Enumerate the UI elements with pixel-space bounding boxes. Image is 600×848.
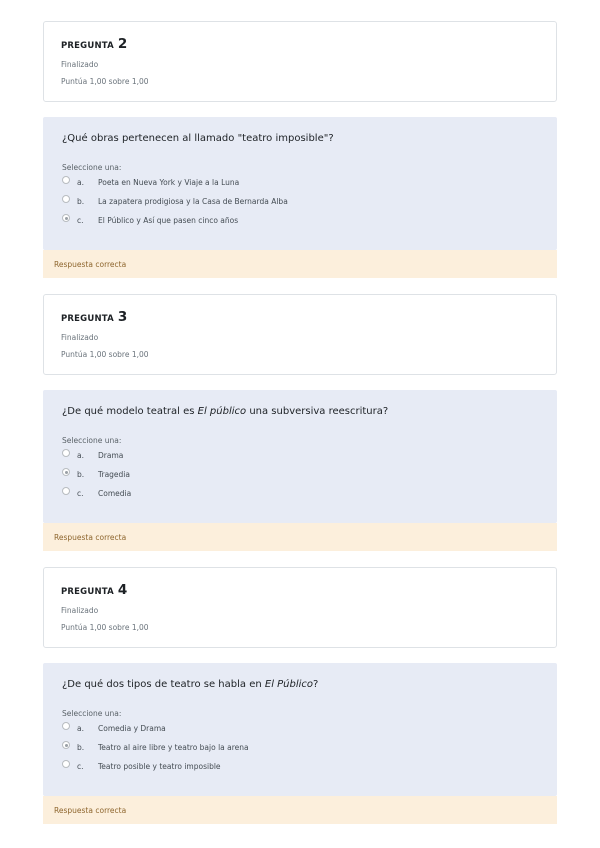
question-info-4 — [43, 567, 557, 648]
answer-letter: b. — [77, 196, 85, 206]
answer-text: Comedia — [98, 488, 132, 498]
radio-button-selected[interactable] — [62, 214, 70, 222]
question-heading — [61, 36, 539, 56]
question-info-2 — [43, 21, 557, 102]
question-heading — [61, 309, 539, 329]
question-number: 4 — [117, 582, 128, 598]
radio-button[interactable] — [62, 449, 70, 457]
question-state: Finalizado — [61, 606, 99, 615]
answer-letter: a. — [77, 450, 84, 460]
radio-button[interactable] — [62, 760, 70, 768]
answer-option[interactable] — [62, 213, 542, 227]
radio-button[interactable] — [62, 722, 70, 730]
question-grade: Puntúa 1,00 sobre 1,00 — [61, 77, 149, 86]
question-number: 3 — [117, 309, 128, 325]
answer-letter: c. — [77, 488, 84, 498]
feedback-banner: Respuesta correcta — [43, 523, 557, 551]
answer-text: El Público y Así que pasen cinco años — [98, 215, 239, 225]
feedback-banner: Respuesta correcta — [43, 796, 557, 824]
question-grade: Puntúa 1,00 sobre 1,00 — [61, 350, 149, 359]
radio-button-selected[interactable] — [62, 741, 70, 749]
answer-text: Poeta en Nueva York y Viaje a la Luna — [98, 177, 240, 187]
answer-option[interactable] — [62, 740, 542, 754]
answer-text: Teatro posible y teatro imposible — [98, 761, 221, 771]
answer-text: Tragedia — [98, 469, 130, 479]
answer-option[interactable] — [62, 448, 542, 462]
radio-button[interactable] — [62, 195, 70, 203]
answer-letter: c. — [77, 215, 84, 225]
question-label: PREGUNTA — [61, 587, 114, 597]
answer-letter: c. — [77, 761, 84, 771]
radio-button[interactable] — [62, 176, 70, 184]
question-state: Finalizado — [61, 333, 99, 342]
feedback-banner: Respuesta correcta — [43, 250, 557, 278]
radio-button-selected[interactable] — [62, 468, 70, 476]
answer-option[interactable] — [62, 194, 542, 208]
question-content-2 — [43, 117, 557, 250]
answer-option[interactable] — [62, 486, 542, 500]
answer-letter: a. — [77, 177, 84, 187]
question-text: ¿Qué obras pertenecen al llamado "teatro imposible"? — [62, 133, 334, 144]
question-content-3 — [43, 390, 557, 523]
question-number: 2 — [117, 36, 128, 52]
answer-prompt: Seleccione una: — [62, 436, 122, 445]
answer-option[interactable] — [62, 175, 542, 189]
answer-letter: a. — [77, 723, 84, 733]
question-text: ¿De qué dos tipos de teatro se habla en El Público? — [62, 679, 319, 690]
answer-option[interactable] — [62, 467, 542, 481]
question-state: Finalizado — [61, 60, 99, 69]
answer-prompt: Seleccione una: — [62, 163, 122, 172]
answer-text: La zapatera prodigiosa y la Casa de Bernarda Alba — [98, 196, 288, 206]
answer-text: Drama — [98, 450, 124, 460]
answer-prompt: Seleccione una: — [62, 709, 122, 718]
answer-option[interactable] — [62, 721, 542, 735]
question-grade: Puntúa 1,00 sobre 1,00 — [61, 623, 149, 632]
answer-letter: b. — [77, 469, 85, 479]
question-info-3 — [43, 294, 557, 375]
question-label: PREGUNTA — [61, 41, 114, 51]
question-text: ¿De qué modelo teatral es El público una subversiva reescritura? — [62, 406, 389, 417]
radio-button[interactable] — [62, 487, 70, 495]
answer-text: Teatro al aire libre y teatro bajo la arena — [98, 742, 249, 752]
answer-option[interactable] — [62, 759, 542, 773]
answer-letter: b. — [77, 742, 85, 752]
question-content-4 — [43, 663, 557, 796]
answer-text: Comedia y Drama — [98, 723, 166, 733]
question-label: PREGUNTA — [61, 314, 114, 324]
question-heading — [61, 582, 539, 602]
